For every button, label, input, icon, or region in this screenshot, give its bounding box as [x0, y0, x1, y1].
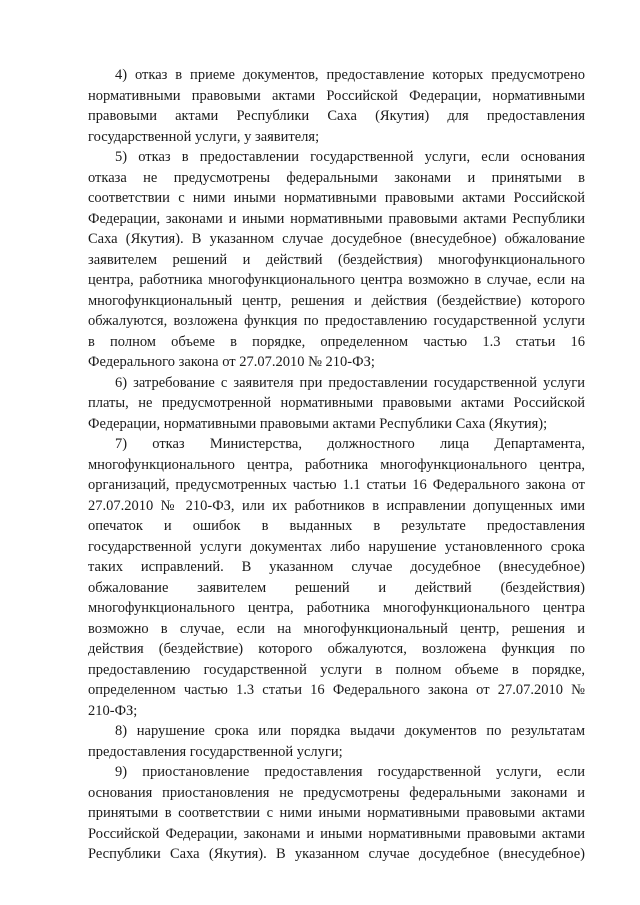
list-item-4 — [88, 65, 585, 147]
text-line: соответствии с ними иными нормативными правовыми актами Российской — [88, 190, 585, 206]
text-line: платы, не предусмотренной нормативными правовыми актами Российской — [88, 395, 585, 411]
text-line: обжалуются, возложена функция по предоставлению государственной услуги — [88, 313, 585, 329]
text-line: государственной услуги документах либо нарушение установленного срока — [88, 538, 585, 555]
text-line: нормативными правовыми актами Российской Федерации, нормативными — [88, 87, 585, 104]
text-line: Республики Саха (Якутия). В указанном случае досудебное (внесудебное) — [88, 846, 585, 862]
text-line: основания приостановления не предусмотрены федеральными законами и — [88, 784, 585, 801]
text-line: заявителем решений и действий (бездействия) многофункционального — [88, 251, 585, 268]
text-line: предоставлению государственной услуги в полном объеме в порядке, — [88, 661, 585, 678]
text-line: многофункциональный центр, решения и действия (бездействие) которого — [88, 292, 585, 309]
text-line: определенном частью 1.3 статьи 16 Федерального закона от 27.07.2010 № — [88, 682, 585, 698]
text-line: 8) нарушение срока или порядка выдачи документов по результатам — [115, 723, 585, 739]
text-line: таких исправлений. В указанном случае досудебное (внесудебное) — [88, 559, 585, 575]
list-item-8 — [88, 721, 585, 762]
text-line: отказа не предусмотрены федеральными законами и принятыми в — [88, 169, 585, 186]
text-line: возможно в случае, если на многофункциональный центр, решения и — [88, 620, 585, 637]
text-line: 4) отказ в приеме документов, предоставление которых предусмотрено — [115, 67, 585, 83]
text-line: многофункционального центра, работника многофункционального центра, — [88, 456, 585, 473]
list-item-5 — [88, 147, 585, 373]
text-line: обжалование заявителем решений и действий (бездействия) — [88, 579, 585, 596]
text-line: 27.07.2010 № 210-ФЗ, или их работников в исправлении допущенных ими — [88, 497, 585, 514]
text-line: многофункционального центра, работника многофункционального центра — [88, 600, 585, 616]
text-line: Федерального закона от 27.07.2010 № 210-ФЗ; — [88, 354, 375, 370]
text-line: 5) отказ в предоставлении государственной услуги, если основания — [115, 149, 585, 165]
list-item-9 — [88, 762, 585, 865]
text-line: правовыми актами Республики Саха (Якутия) для предоставления — [88, 108, 585, 124]
text-line: 7) отказ Министерства, должностного лица Департамента, — [115, 436, 585, 452]
list-item-6 — [88, 373, 585, 435]
text-line: Федерации, нормативными правовыми актами Республики Саха (Якутия); — [88, 415, 548, 432]
text-line: предоставления государственной услуги; — [88, 743, 343, 760]
text-line: государственной услуги, у заявителя; — [88, 128, 320, 145]
text-line: Российской Федерации, законами и иными нормативными правовыми актами — [88, 825, 585, 842]
text-line: принятыми в соответствии с ними иными нормативными правовыми актами — [88, 805, 585, 821]
text-line: 6) затребование с заявителя при предоставлении государственной услуги — [115, 374, 585, 391]
document-body — [88, 65, 585, 865]
text-line: организаций, предусмотренных частью 1.1 статьи 16 Федерального закона от — [88, 477, 585, 493]
text-line: центра, работника многофункционального центра возможно в случае, если на — [88, 272, 585, 288]
text-line: 210-ФЗ; — [88, 702, 138, 719]
text-line: 9) приостановление предоставления государственной услуги, если — [115, 764, 585, 780]
text-line: действия (бездействие) которого обжалуются, возложена функция по — [88, 641, 585, 657]
text-line: опечаток и ошибок в выданных в результате предоставления — [88, 518, 585, 534]
text-line: Федерации, законами и иными нормативными правовыми актами Республики — [88, 210, 585, 227]
text-line: в полном объеме в порядке, определенном частью 1.3 статьи 16 — [88, 333, 585, 350]
list-item-7 — [88, 434, 585, 721]
text-line: Саха (Якутия). В указанном случае досудебное (внесудебное) обжалование — [88, 231, 585, 247]
